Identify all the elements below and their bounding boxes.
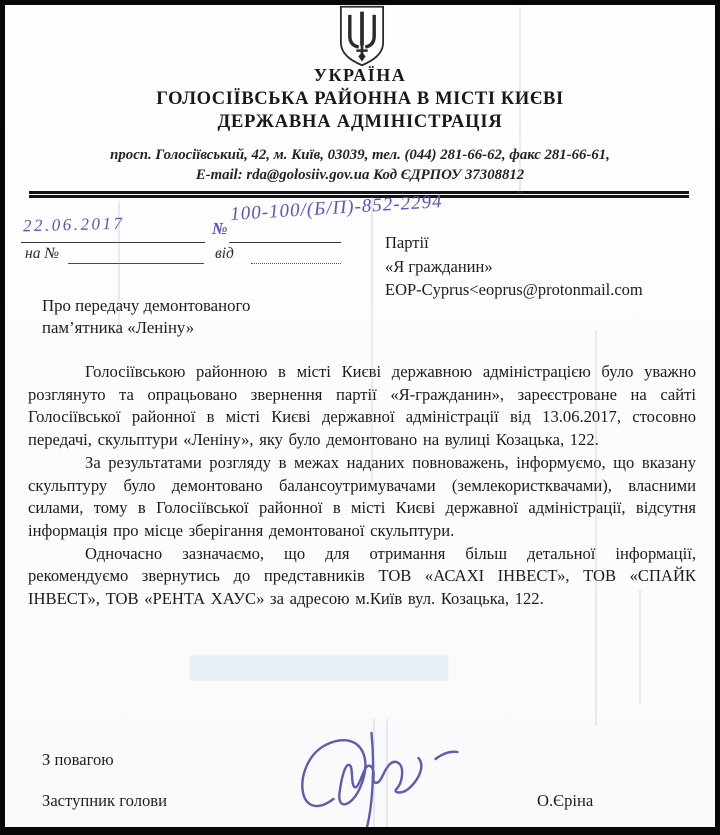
signer-position: Заступник голови <box>42 791 167 810</box>
recipient-line-email: EOP-Cyprus<eoprus@protonmail.com <box>385 280 643 299</box>
body-paragraph-1: Голосіївською районною в місті Києві державною адміністрацією було уважно розглянуто та опрацьовано звернення партії «Я-гражданин», зареєстроване на сайті Голосіївської районної в місті Києві державної адміністрації від 13.06.2017, стосовно передачі, скульптури «Леніну», яку було демонтовано на вулиці Козацька, 122. <box>28 362 696 450</box>
subject-line1: Про передачу демонтованого <box>42 296 251 315</box>
handwritten-outgoing-number: 100-100/(Б/П)-852-2294 <box>229 191 444 226</box>
form-line-number <box>229 242 341 243</box>
handwritten-number-sign: № <box>212 219 228 238</box>
recipient-block <box>385 231 643 302</box>
scan-artifact-line <box>371 197 373 483</box>
subject-block <box>42 295 250 338</box>
organization-name-line2: ДЕРЖАВНА АДМІНІСТРАЦІЯ <box>217 112 503 132</box>
form-line-date <box>21 242 205 243</box>
on-number-label: на № <box>25 245 59 262</box>
from-date-label: від <box>215 245 234 262</box>
body-paragraph-2: За результатами розгляду в межах наданих повноважень, інформуємо, що вказану скульптуру було демонтовано балансоутримувачами (землекористквачами), власними силами, тому в Голосіївської районної в місті Києві державної адміністрації, відсутня інформація про місце зберігання демонтованої скульптури. <box>28 452 696 540</box>
handwritten-date: 22.06.2017 <box>22 213 125 236</box>
handwritten-signature-icon <box>273 727 488 835</box>
recipient-line-party: Партії <box>385 233 429 252</box>
scan-artifact-line <box>639 590 641 705</box>
form-line-on-number <box>68 263 204 264</box>
scan-artifact-line <box>386 719 388 827</box>
scan-artifact-highlight <box>190 655 448 681</box>
scan-artifact-line <box>595 330 597 725</box>
address-phone-line: просп. Голосіївський, 42, м. Київ, 03039, тел. (044) 281-66-62, факс 281-66-61, <box>110 147 610 163</box>
salutation: З повагою <box>42 750 114 769</box>
ukraine-trident-emblem-icon <box>336 5 388 67</box>
organization-name-line1: ГОЛОСІЇВСЬКА РАЙОННА В МІСТІ КИЄВІ <box>156 89 564 109</box>
subject-line2: пам’ятника «Леніну» <box>42 317 195 337</box>
form-line-from-date <box>251 263 341 264</box>
signer-name: О.Єріна <box>537 791 594 810</box>
scan-artifact-line <box>118 201 120 335</box>
scan-artifact-line <box>519 7 521 195</box>
body-paragraph-3: Одночасно зазначаємо, що для отримання більш детальної інформації, рекомендуємо звернутись до представників ТОВ «АСАХІ ІНВЕСТ», ТОВ «СПАЙК ІНВЕСТ», ТОВ «РЕНТА ХАУС» за адресою м.Київ вул. Козацька, 122. <box>28 543 696 609</box>
scan-artifact-line <box>373 719 375 827</box>
country-title: УКРАЇНА <box>313 65 407 85</box>
recipient-line-party-name: «Я гражданин» <box>385 256 493 276</box>
email-edrpou-line: E-mail: rda@golosiiv.gov.ua Код ЄДРПОУ 37308812 <box>195 167 525 183</box>
